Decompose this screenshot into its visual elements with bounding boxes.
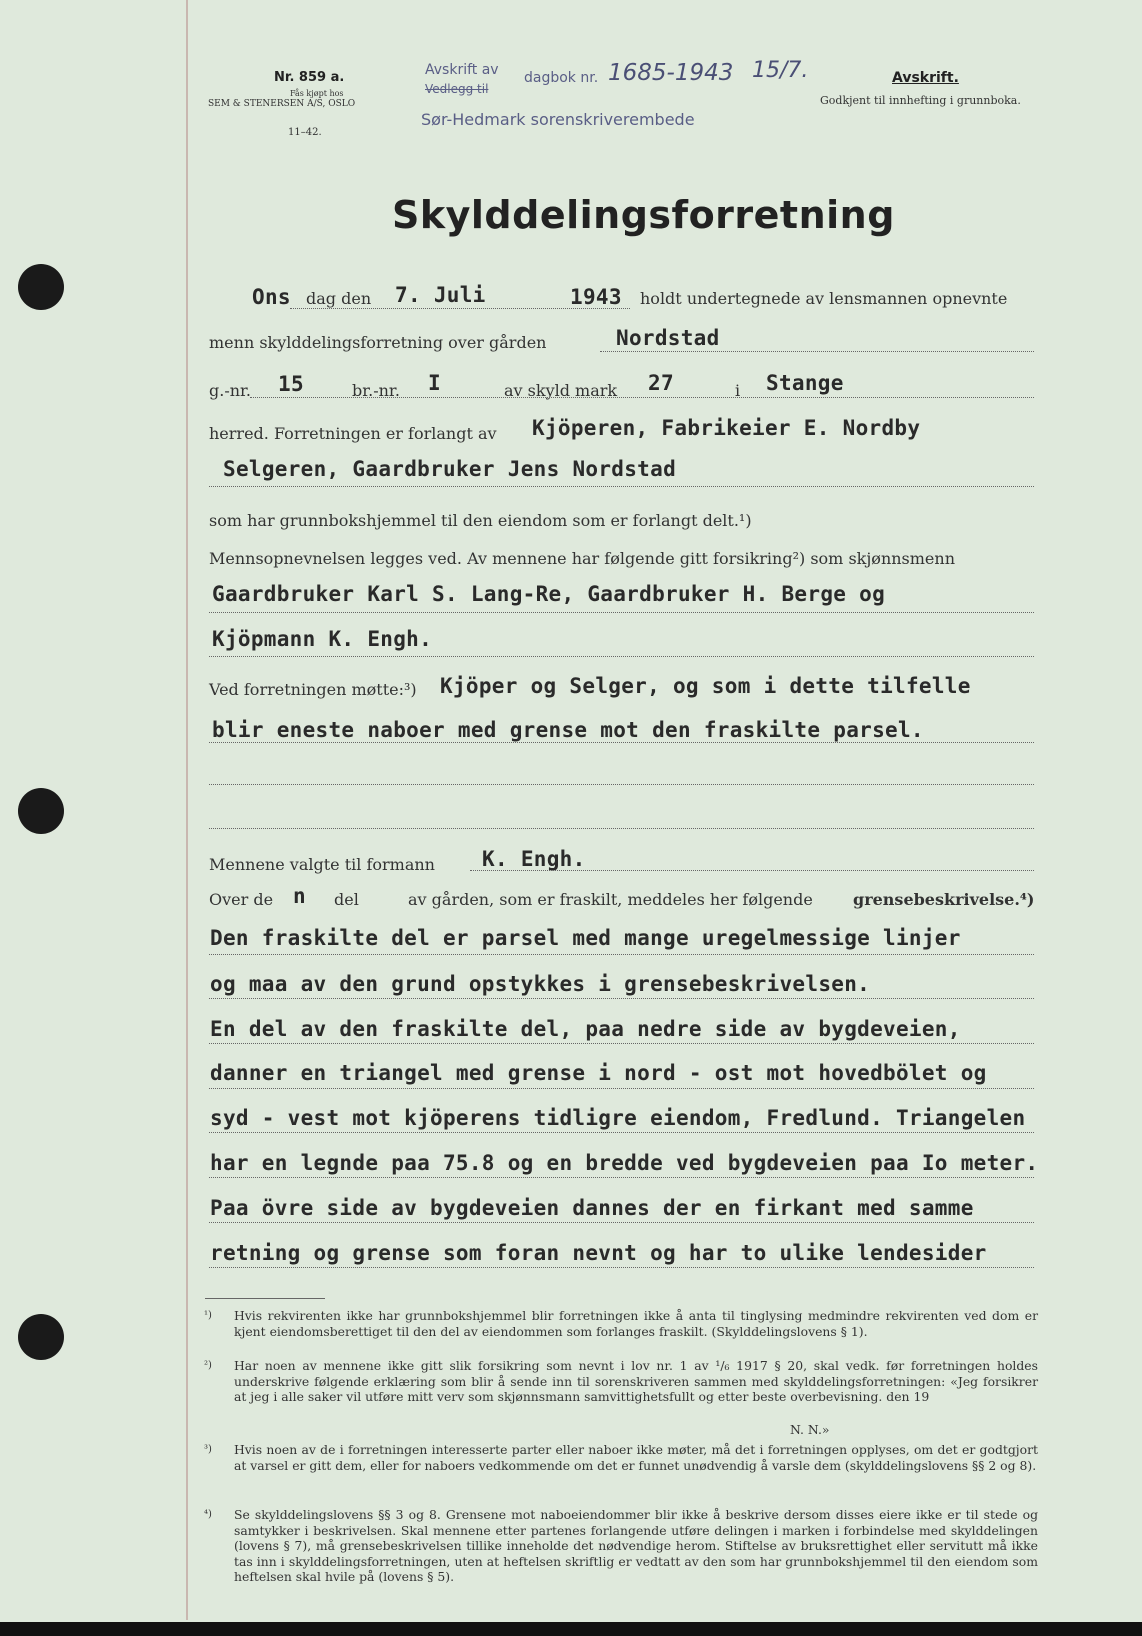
footnote-number: ²) xyxy=(204,1360,212,1371)
footnote-text: Hvis rekvirenten ikke har grunnbokshjemmel blir forretningen ikke å anta til tinglysing medmindre rekvirenten ved dom er kjent eiendomsberettiget til den del av eiendommen som forlanges fraskilt. (Skylddelingslovens § 1). xyxy=(234,1308,1038,1339)
appointed-men: Kjöpmann K. Engh. xyxy=(212,627,433,651)
description-line: har en legnde paa 75.8 og en bredde ved bygdeveien paa Io meter. xyxy=(210,1151,1039,1175)
herred-text: herred. Forretningen er forlangt av xyxy=(209,424,497,443)
grensebeskrivelse-label: grensebeskrivelse.⁴) xyxy=(853,890,1035,909)
grunnbok-text: som har grunnbokshjemmel til den eiendom som er forlangt delt.¹) xyxy=(209,511,752,530)
fill-line xyxy=(209,1088,1034,1089)
i-label: i xyxy=(735,381,741,400)
footnote-2 xyxy=(204,1358,1038,1405)
fill-line xyxy=(209,612,1034,613)
fill-line xyxy=(209,998,1034,999)
printer-line: SEM & STENERSEN A/S, OSLO xyxy=(208,99,356,109)
fill-line xyxy=(209,954,1034,955)
punch-hole xyxy=(18,1314,64,1360)
year-fill: 1943 xyxy=(570,285,622,309)
footnote-3 xyxy=(204,1442,1038,1473)
description-line: og maa av den grund opstykkes i grensebeskrivelsen. xyxy=(210,972,871,996)
formann-label: Mennene valgte til formann xyxy=(209,855,435,874)
date-fill: 7. Juli xyxy=(395,283,486,307)
fill-line xyxy=(209,784,1034,785)
description-line: Paa övre side av bygdeveien dannes der en firkant med samme xyxy=(210,1196,974,1220)
fill-line xyxy=(209,656,1034,657)
scan-edge xyxy=(0,1622,1142,1636)
gnr-label: g.-nr. xyxy=(209,381,252,400)
footnote-text: Se skylddelingslovens §§ 3 og 8. Grensene mot naboeiendommer blir ikke å beskrive dersom disses eiere ikke er til stede og samtykker i beskrivelsen. Skal mennene etter partenes forlangende utføre delingen i marken i forbindelse med skylddelingen (lovens § 7), må grensebeskrivelsen tillike inneholde det nødvendige herom. Stiftelse av bruksrettighet eller servitutt må ikke tas inn i skylddelingsforretningen, uten at heftelsen skriftlig er vedtatt av den som har grunnbokshjemmel til den eiendom som heftelsen skal hvile på (lovens § 5). xyxy=(234,1507,1038,1584)
description-line: syd - vest mot kjöperens tidligre eiendom, Fredlund. Triangelen xyxy=(210,1106,1026,1130)
gnr-fill: 15 xyxy=(278,372,304,396)
menn-text: menn skylddelingsforretning over gården xyxy=(209,333,547,352)
over-de-label: Over de xyxy=(209,890,274,909)
fill-line xyxy=(209,1222,1034,1223)
fill-line xyxy=(209,1132,1034,1133)
over-fill: n xyxy=(293,884,306,908)
date-note: 15/7. xyxy=(752,58,809,83)
footnote-number: ³) xyxy=(204,1444,212,1455)
footnote-text: Har noen av mennene ikke gitt slik forsikring som nevnt i lov nr. 1 av ¹/₆ 1917 § 20, skal vedk. før forretningen holdes underskrive følgende erklæring som blir å sende inn til sorenskriveren sammen med skylddelingsforretningen: «Jeg forsikrer at jeg i alle saker vil utføre mitt verv som skjønnsmann samvittighetsfullt og etter beste overbevisning. den 19 xyxy=(234,1358,1038,1404)
appointed-men: Gaardbruker Karl S. Lang-Re, Gaardbruker H. Berge og xyxy=(212,582,886,606)
fill-line xyxy=(209,1267,1034,1268)
document-title: Skylddelingsforretning xyxy=(392,193,895,237)
stamp-dagbok-label: dagbok nr. xyxy=(524,70,599,86)
del-label: del xyxy=(334,890,359,909)
mennsopnevnelsen-text: Mennsopnevnelsen legges ved. Av mennene har følgende gitt forsikring²) som skjønnsmenn xyxy=(209,549,956,568)
godkjent-note: Godkjent til innhefting i grunnboka. xyxy=(820,94,1021,107)
printer-line: Fås kjøpt hos xyxy=(290,89,344,98)
avskrift-label: Avskrift. xyxy=(892,70,959,86)
requested-by: Selgeren, Gaardbruker Jens Nordstad xyxy=(223,457,677,481)
fill-line xyxy=(250,397,1034,398)
holdt-text: holdt undertegnede av lensmannen opnevnte xyxy=(640,289,1008,308)
footnote-number: ¹) xyxy=(204,1310,212,1321)
stamp-office: Sør-Hedmark sorenskriverembede xyxy=(421,110,695,129)
formann-fill: K. Engh. xyxy=(482,847,586,871)
fill-line xyxy=(209,486,1034,487)
fill-line xyxy=(290,308,630,309)
description-line: retning og grense som foran nevnt og har to ulike lendesider xyxy=(210,1241,987,1265)
punch-hole xyxy=(18,788,64,834)
fill-line xyxy=(209,1177,1034,1178)
footnote-text: Hvis noen av de i forretningen interesserte parter eller naboer ikke møter, må det i forretningen opplyses, om det er godtgjort at varsel er gitt dem, eller for naboers vedkommende om det er funnet unødvendig å varsle dem (skylddelingslovens §§ 2 og 8). xyxy=(234,1442,1038,1473)
printer-line: 11–42. xyxy=(288,127,322,138)
brnr-label: br.-nr. xyxy=(352,381,400,400)
fill-line xyxy=(209,742,1034,743)
brnr-fill: I xyxy=(428,371,441,395)
farm-fill: Nordstad xyxy=(616,326,720,350)
fill-line xyxy=(470,870,1034,871)
punch-hole xyxy=(18,264,64,310)
fill-line xyxy=(209,1043,1034,1044)
footnote-1 xyxy=(204,1308,1038,1339)
footnote-number: ⁴) xyxy=(204,1509,212,1520)
form-number: Nr. 859 a. xyxy=(274,70,345,85)
present-parties: Kjöper og Selger, og som i dette tilfelle xyxy=(440,674,971,698)
fill-line xyxy=(600,351,1034,352)
description-line: danner en triangel med grense i nord - ost mot hovedbölet og xyxy=(210,1061,987,1085)
dag-den-label: dag den xyxy=(306,289,372,308)
dagbok-number: 1685-1943 xyxy=(608,60,734,86)
description-line: En del av den fraskilte del, paa nedre side av bygdeveien, xyxy=(210,1017,961,1041)
stamp-avskrift-av: Avskrift av xyxy=(425,62,499,78)
ved-label: Ved forretningen møtte:³) xyxy=(209,680,417,699)
place-fill: Stange xyxy=(766,371,844,395)
footnote-separator xyxy=(205,1298,325,1299)
av-garden-text: av gården, som er fraskilt, meddeles her følgende xyxy=(408,890,813,909)
day-fill: Ons xyxy=(252,285,291,309)
footnote-signature: N. N.» xyxy=(790,1422,830,1437)
skyld-label: av skyld mark xyxy=(504,381,618,400)
description-line: Den fraskilte del er parsel med mange uregelmessige linjer xyxy=(210,926,961,950)
skyld-fill: 27 xyxy=(648,371,674,395)
fill-line xyxy=(209,828,1034,829)
margin-line xyxy=(186,0,188,1620)
footnote-4 xyxy=(204,1507,1038,1585)
stamp-vedlegg-til: Vedlegg til xyxy=(425,82,489,96)
requested-by: Kjöperen, Fabrikeier E. Nordby xyxy=(532,416,921,440)
present-parties: blir eneste naboer med grense mot den fraskilte parsel. xyxy=(212,718,924,742)
